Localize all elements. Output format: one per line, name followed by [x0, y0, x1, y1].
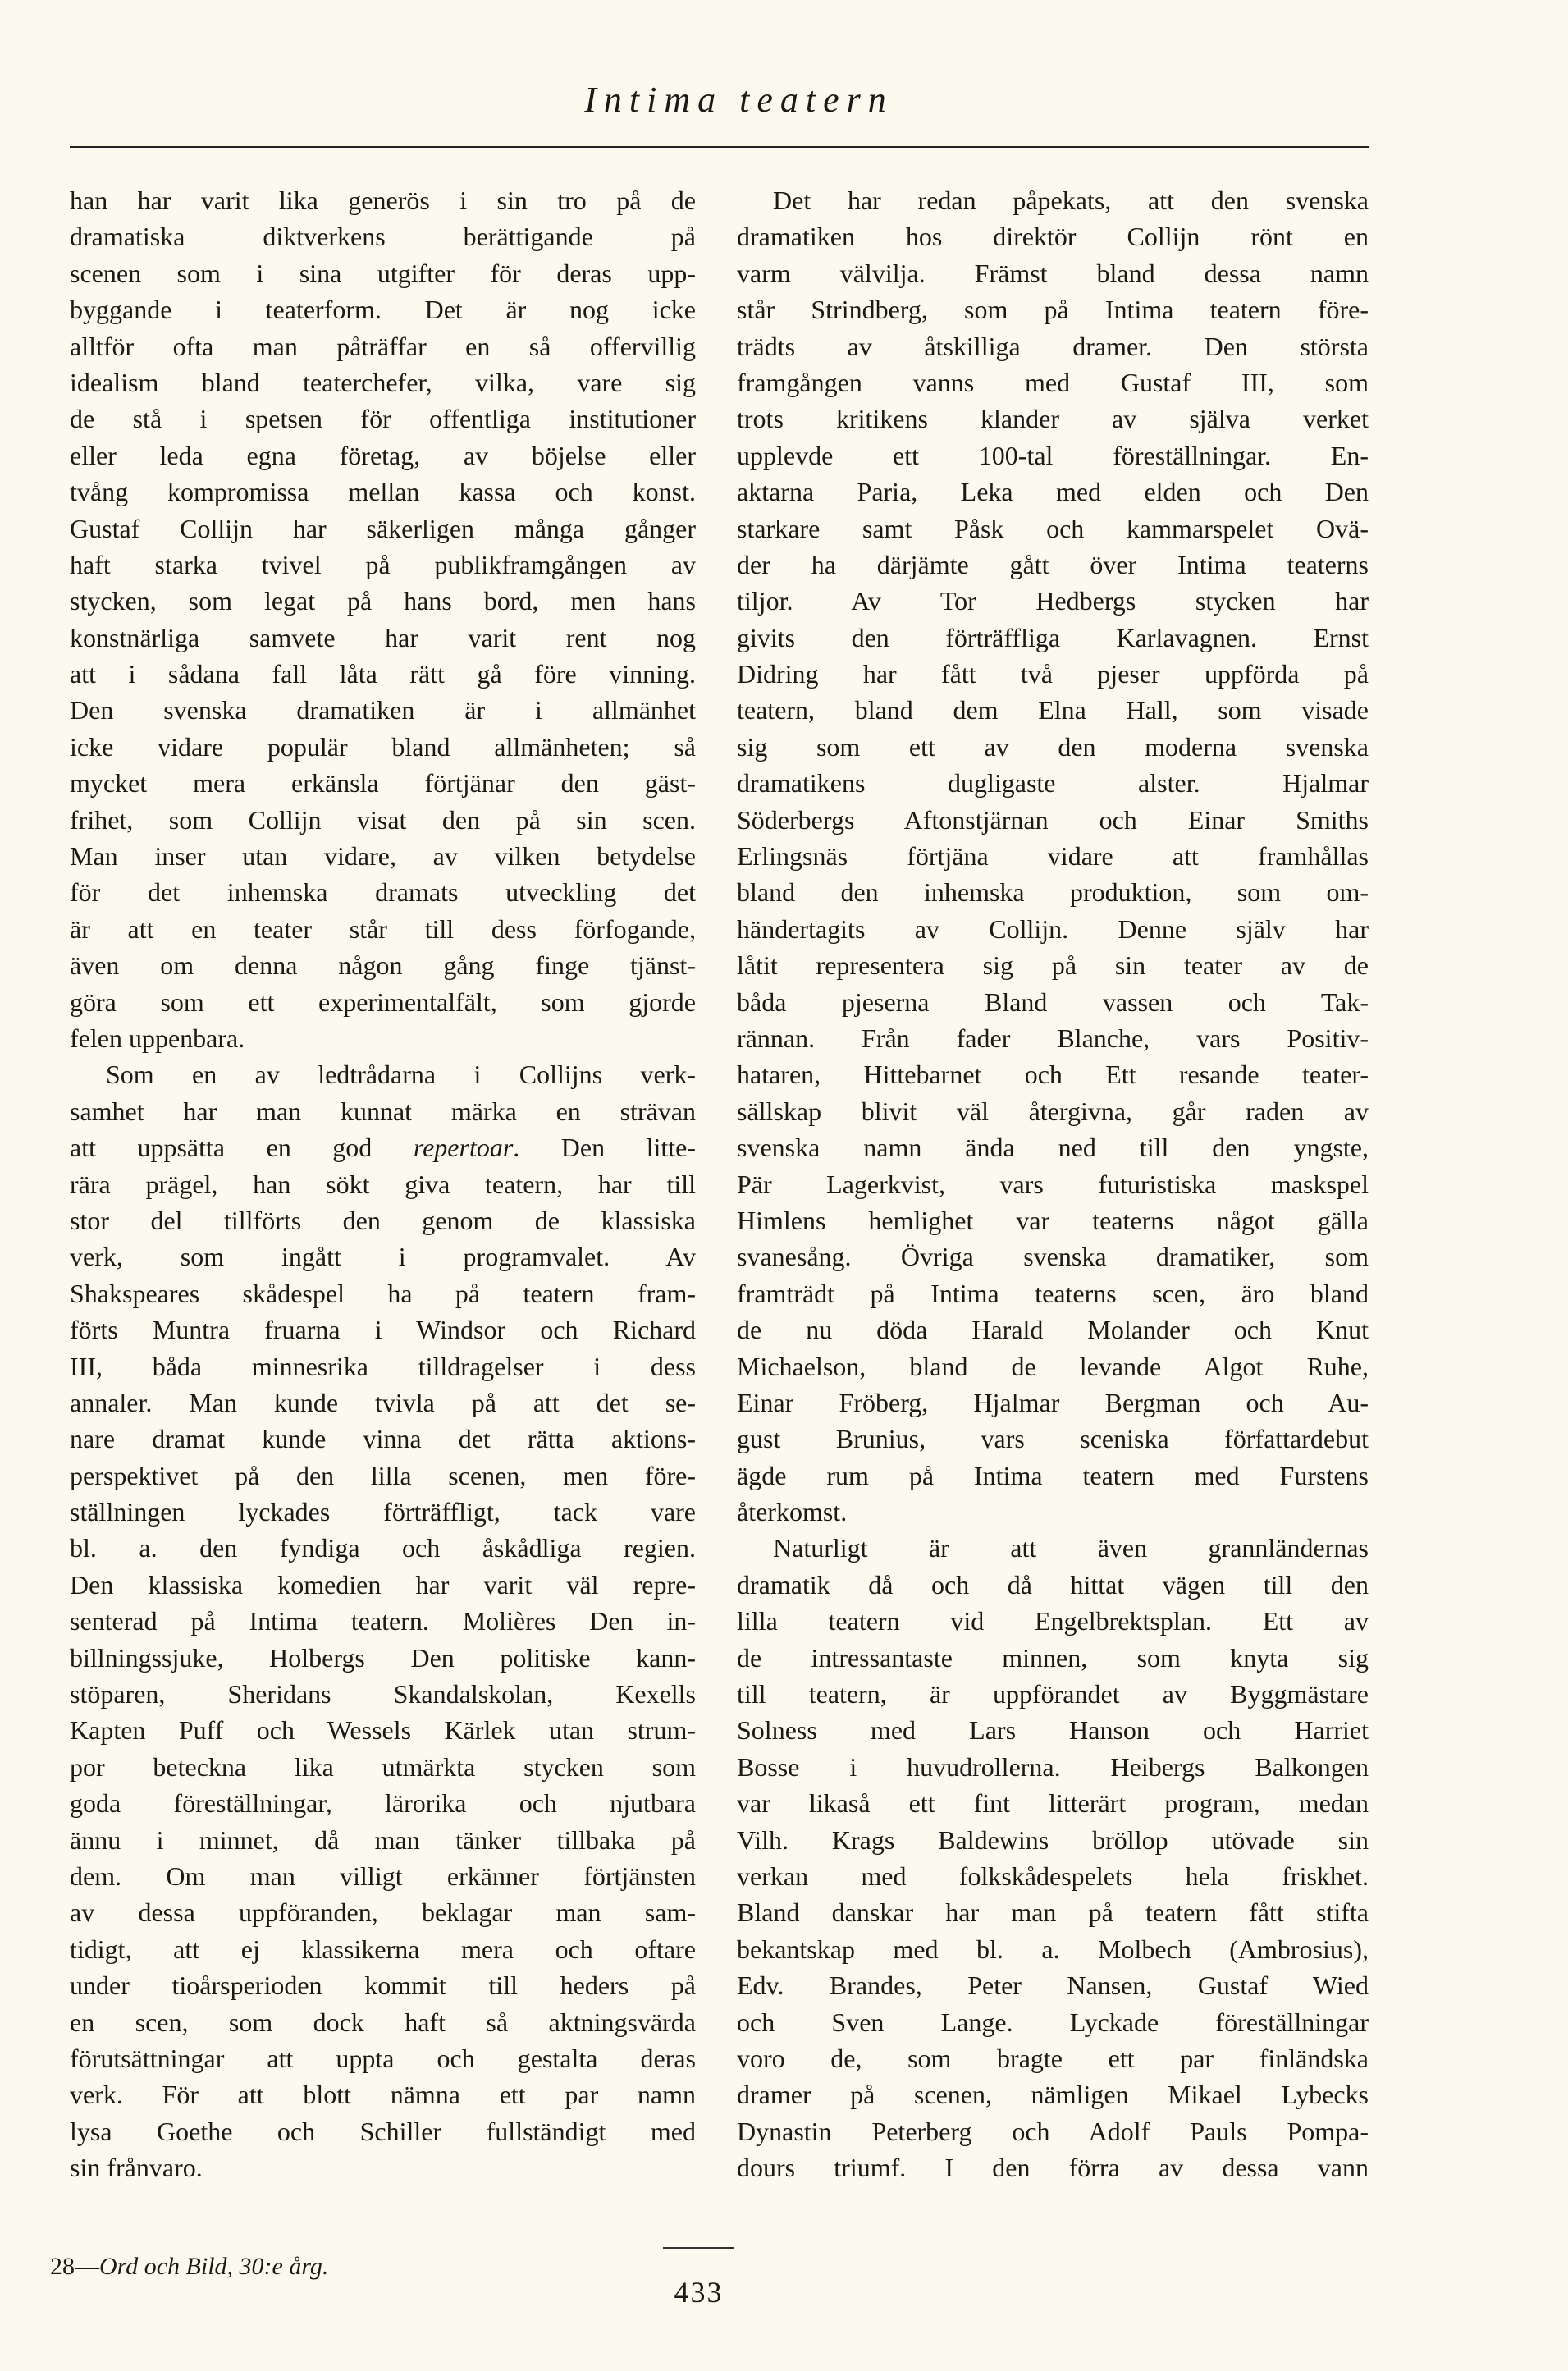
right-column — [737, 182, 1369, 2186]
text-line: idealism bland teaterchefer, vilka, vare sig — [70, 367, 696, 397]
text-line: står Strindberg, som på Intima teatern före- — [737, 295, 1369, 325]
italic-term: repertoar — [413, 1133, 514, 1163]
text-line: dramatikens dugligaste alster. Hjalmar — [737, 768, 1369, 799]
text-line: Edv. Brandes, Peter Nansen, Gustaf Wied — [737, 1970, 1369, 2001]
text-line: låtit representera sig på sin teater av de — [737, 950, 1369, 981]
header-rule — [70, 146, 1369, 148]
text-line: felen uppenbara. — [70, 1023, 245, 1053]
text-line: Michaelson, bland de levande Algot Ruhe, — [737, 1351, 1369, 1381]
text-line: trädts av åtskilliga dramer. Den största — [737, 331, 1369, 361]
text-line: Som en av ledtrådarna i Collijns verk- — [106, 1060, 696, 1090]
text-line: till teatern, är uppförandet av Byggmästare — [737, 1679, 1369, 1710]
text-line: mycket mera erkänsla förtjänar den gäst- — [70, 768, 696, 799]
text-line: Naturligt är att även grannländernas — [773, 1533, 1369, 1563]
text-line: framgången vanns med Gustaf III, som — [737, 367, 1369, 397]
text-line: sig som ett av den moderna svenska — [737, 731, 1369, 762]
text-line: varm välvilja. Främst bland dessa namn — [737, 258, 1369, 288]
text-line: Söderbergs Aftonstjärnan och Einar Smiths — [737, 804, 1369, 835]
text-line: ägde rum på Intima teatern med Furstens — [737, 1460, 1369, 1490]
text-line: haft starka tvivel på publikframgången av — [70, 549, 696, 579]
text-line: verk. För att blott nämna ett par namn — [70, 2080, 696, 2110]
text-line: nare dramat kunde vinna det rätta aktions- — [70, 1424, 696, 1454]
text-line: under tioårsperioden kommit till heders på — [70, 1970, 696, 2001]
text-line: Dynastin Peterberg och Adolf Pauls Pompa- — [737, 2116, 1369, 2146]
text-line: de intressantaste minnen, som knyta sig — [737, 1642, 1369, 1673]
text-line: var likaså ett fint litterärt program, medan — [737, 1788, 1369, 1819]
text-line: lilla teatern vid Engelbrektsplan. Ett av — [737, 1606, 1369, 1636]
text-line: teatern, bland dem Elna Hall, som visade — [737, 695, 1369, 725]
page-number: 433 — [674, 2276, 724, 2309]
text-line: Pär Lagerkvist, vars futuristiska maskspel — [737, 1169, 1369, 1199]
text-line: bl. a. den fyndiga och åskådliga regien. — [70, 1533, 696, 1563]
text-line: Bland danskar har man på teatern fått stifta — [737, 1897, 1369, 1928]
text-line: dramatiska diktverkens berättigande på — [70, 222, 696, 252]
text-line: sällskap blivit väl återgivna, går raden av — [737, 1096, 1369, 1126]
text-line: svenska namn ända ned till den yngste, — [737, 1133, 1369, 1163]
text-line: dramatiken hos direktör Collijn rönt en — [737, 222, 1369, 252]
text-line: por beteckna lika utmärkta stycken som — [70, 1751, 696, 1782]
text-line: samhet har man kunnat märka en strävan — [70, 1096, 696, 1126]
text-line: tvång kompromissa mellan kassa och konst. — [70, 477, 696, 507]
text-line: icke vidare populär bland allmänheten; så — [70, 731, 696, 762]
text-line: verkan med folkskådespelets hela friskhet. — [737, 1861, 1369, 1891]
text-line: starkare samt Påsk och kammarspelet Ovä- — [737, 513, 1369, 543]
text-segment: . Den litte- — [513, 1133, 696, 1163]
text-line: verk, som ingått i programvalet. Av — [70, 1242, 696, 1272]
text-line: eller leda egna företag, av böjelse eller — [70, 440, 696, 470]
text-line: är att en teater står till dess förfogande, — [70, 913, 696, 944]
text-line: billningssjuke, Holbergs Den politiske kann- — [70, 1642, 696, 1673]
text-line: frihet, som Collijn visat den på sin scen. — [70, 804, 696, 835]
text-line: Shakspeares skådespel ha på teatern fram- — [70, 1278, 696, 1308]
text-line: gust Brunius, vars sceniska författardebut — [737, 1424, 1369, 1454]
text-line: scenen som i sina utgifter för deras upp- — [70, 258, 696, 288]
text-line: förutsättningar att uppta och gestalta deras — [70, 2043, 696, 2073]
text-line: rännan. Från fader Blanche, vars Positiv- — [737, 1023, 1369, 1053]
running-header — [0, 79, 1568, 121]
text-line: förts Muntra fruarna i Windsor och Richard — [70, 1315, 696, 1345]
text-line: Solness med Lars Hanson och Harriet — [737, 1715, 1369, 1746]
text-line: lysa Goethe och Schiller fullständigt med — [70, 2116, 696, 2146]
text-line: och Sven Lange. Lyckade föreställningar — [737, 2007, 1369, 2037]
text-segment: att uppsätta en god — [70, 1133, 414, 1163]
text-line: stycken, som legat på hans bord, men hans — [70, 586, 696, 616]
text-line: rära prägel, han sökt giva teatern, har till — [70, 1169, 696, 1199]
text-line: konstnärliga samvete har varit rent nog — [70, 622, 696, 652]
text-line — [70, 1129, 696, 1165]
text-line: annaler. Man kunde tvivla på att det se- — [70, 1387, 696, 1417]
signature-number: 28— — [50, 2253, 99, 2280]
text-line: sin frånvaro. — [70, 2153, 203, 2183]
text-line: han har varit lika generös i sin tro på de — [70, 185, 696, 215]
text-line: aktarna Paria, Leka med elden och Den — [737, 477, 1369, 507]
text-line: III, båda minnesrika tilldragelser i dess — [70, 1351, 696, 1381]
text-line: Bosse i huvudrollerna. Heibergs Balkongen — [737, 1751, 1369, 1782]
text-line: av dessa uppföranden, beklagar man sam- — [70, 1897, 696, 1928]
text-line: bekantskap med bl. a. Molbech (Ambrosius), — [737, 1934, 1369, 1964]
text-line: svanesång. Övriga svenska dramatiker, som — [737, 1242, 1369, 1272]
footer-signature — [50, 2253, 328, 2281]
left-column — [70, 182, 696, 2186]
text-line: stor del tillförts den genom de klassiska — [70, 1205, 696, 1235]
text-line: Erlingsnäs förtjäna vidare att framhållas — [737, 841, 1369, 872]
text-line: för det inhemska dramats utveckling det — [70, 877, 696, 908]
text-line: dours triumf. I den förra av dessa vann — [737, 2153, 1369, 2183]
text-line: goda föreställningar, lärorika och njutbara — [70, 1788, 696, 1819]
text-line: händertagits av Collijn. Denne själv har — [737, 913, 1369, 944]
text-line: en scen, som dock haft så aktningsvärda — [70, 2007, 696, 2037]
text-line: båda pjeserna Bland vassen och Tak- — [737, 986, 1369, 1017]
text-line: tidigt, att ej klassikerna mera och oftare — [70, 1934, 696, 1964]
text-line: hataren, Hittebarnet och Ett resande teater- — [737, 1060, 1369, 1090]
text-line: Kapten Puff och Wessels Kärlek utan strum- — [70, 1715, 696, 1746]
text-line: ännu i minnet, då man tänker tillbaka på — [70, 1824, 696, 1855]
text-line: tiljor. Av Tor Hedbergs stycken har — [737, 586, 1369, 616]
text-line: senterad på Intima teatern. Molières Den in- — [70, 1606, 696, 1636]
text-line: återkomst. — [737, 1497, 848, 1527]
text-line: trots kritikens klander av själva verket — [737, 404, 1369, 434]
text-line: givits den förträffliga Karlavagnen. Ernst — [737, 622, 1369, 652]
text-line: Didring har fått två pjeser uppförda på — [737, 659, 1369, 689]
text-line: dramatik då och då hittat vägen till den — [737, 1569, 1369, 1600]
text-line: der ha därjämte gått över Intima teaterns — [737, 549, 1369, 579]
text-line: Det har redan påpekats, att den svenska — [773, 185, 1369, 215]
text-line: upplevde ett 100-tal föreställningar. En- — [737, 440, 1369, 470]
text-line: Man inser utan vidare, av vilken betydelse — [70, 841, 696, 872]
text-line: de nu döda Harald Molander och Knut — [737, 1315, 1369, 1345]
text-line: perspektivet på den lilla scenen, men före- — [70, 1460, 696, 1490]
text-line: Gustaf Collijn har säkerligen många gånger — [70, 513, 696, 543]
page-number-rule — [663, 2247, 734, 2249]
text-line: Den klassiska komedien har varit väl repre- — [70, 1569, 696, 1600]
text-line: dramer på scenen, nämligen Mikael Lybecks — [737, 2080, 1369, 2110]
running-header-title: Intima teatern — [584, 80, 894, 120]
text-line: voro de, som bragte ett par finländska — [737, 2043, 1369, 2073]
text-line: göra som ett experimentalfält, som gjorde — [70, 986, 696, 1017]
text-line: Vilh. Krags Baldewins bröllop utövade sin — [737, 1824, 1369, 1855]
text-line: Einar Fröberg, Hjalmar Bergman och Au- — [737, 1387, 1369, 1417]
text-line: Himlens hemlighet var teaterns något gälla — [737, 1205, 1369, 1235]
text-line: ställningen lyckades förträffligt, tack vare — [70, 1497, 696, 1527]
text-line: dem. Om man villigt erkänner förtjänsten — [70, 1861, 696, 1891]
text-line: byggande i teaterform. Det är nog icke — [70, 295, 696, 325]
text-line: även om denna någon gång finge tjänst- — [70, 950, 696, 981]
text-line: att i sådana fall låta rätt gå före vinning. — [70, 659, 696, 689]
text-line: framträdt på Intima teaterns scen, äro bland — [737, 1278, 1369, 1308]
text-line: de stå i spetsen för offentliga institutioner — [70, 404, 696, 434]
text-line: alltför ofta man påträffar en så offervillig — [70, 331, 696, 361]
text-line: bland den inhemska produktion, som om- — [737, 877, 1369, 908]
text-line: stöparen, Sheridans Skandalskolan, Kexells — [70, 1679, 696, 1710]
signature-source: Ord och Bild, 30:e årg. — [99, 2253, 329, 2280]
text-line: Den svenska dramatiken är i allmänhet — [70, 695, 696, 725]
